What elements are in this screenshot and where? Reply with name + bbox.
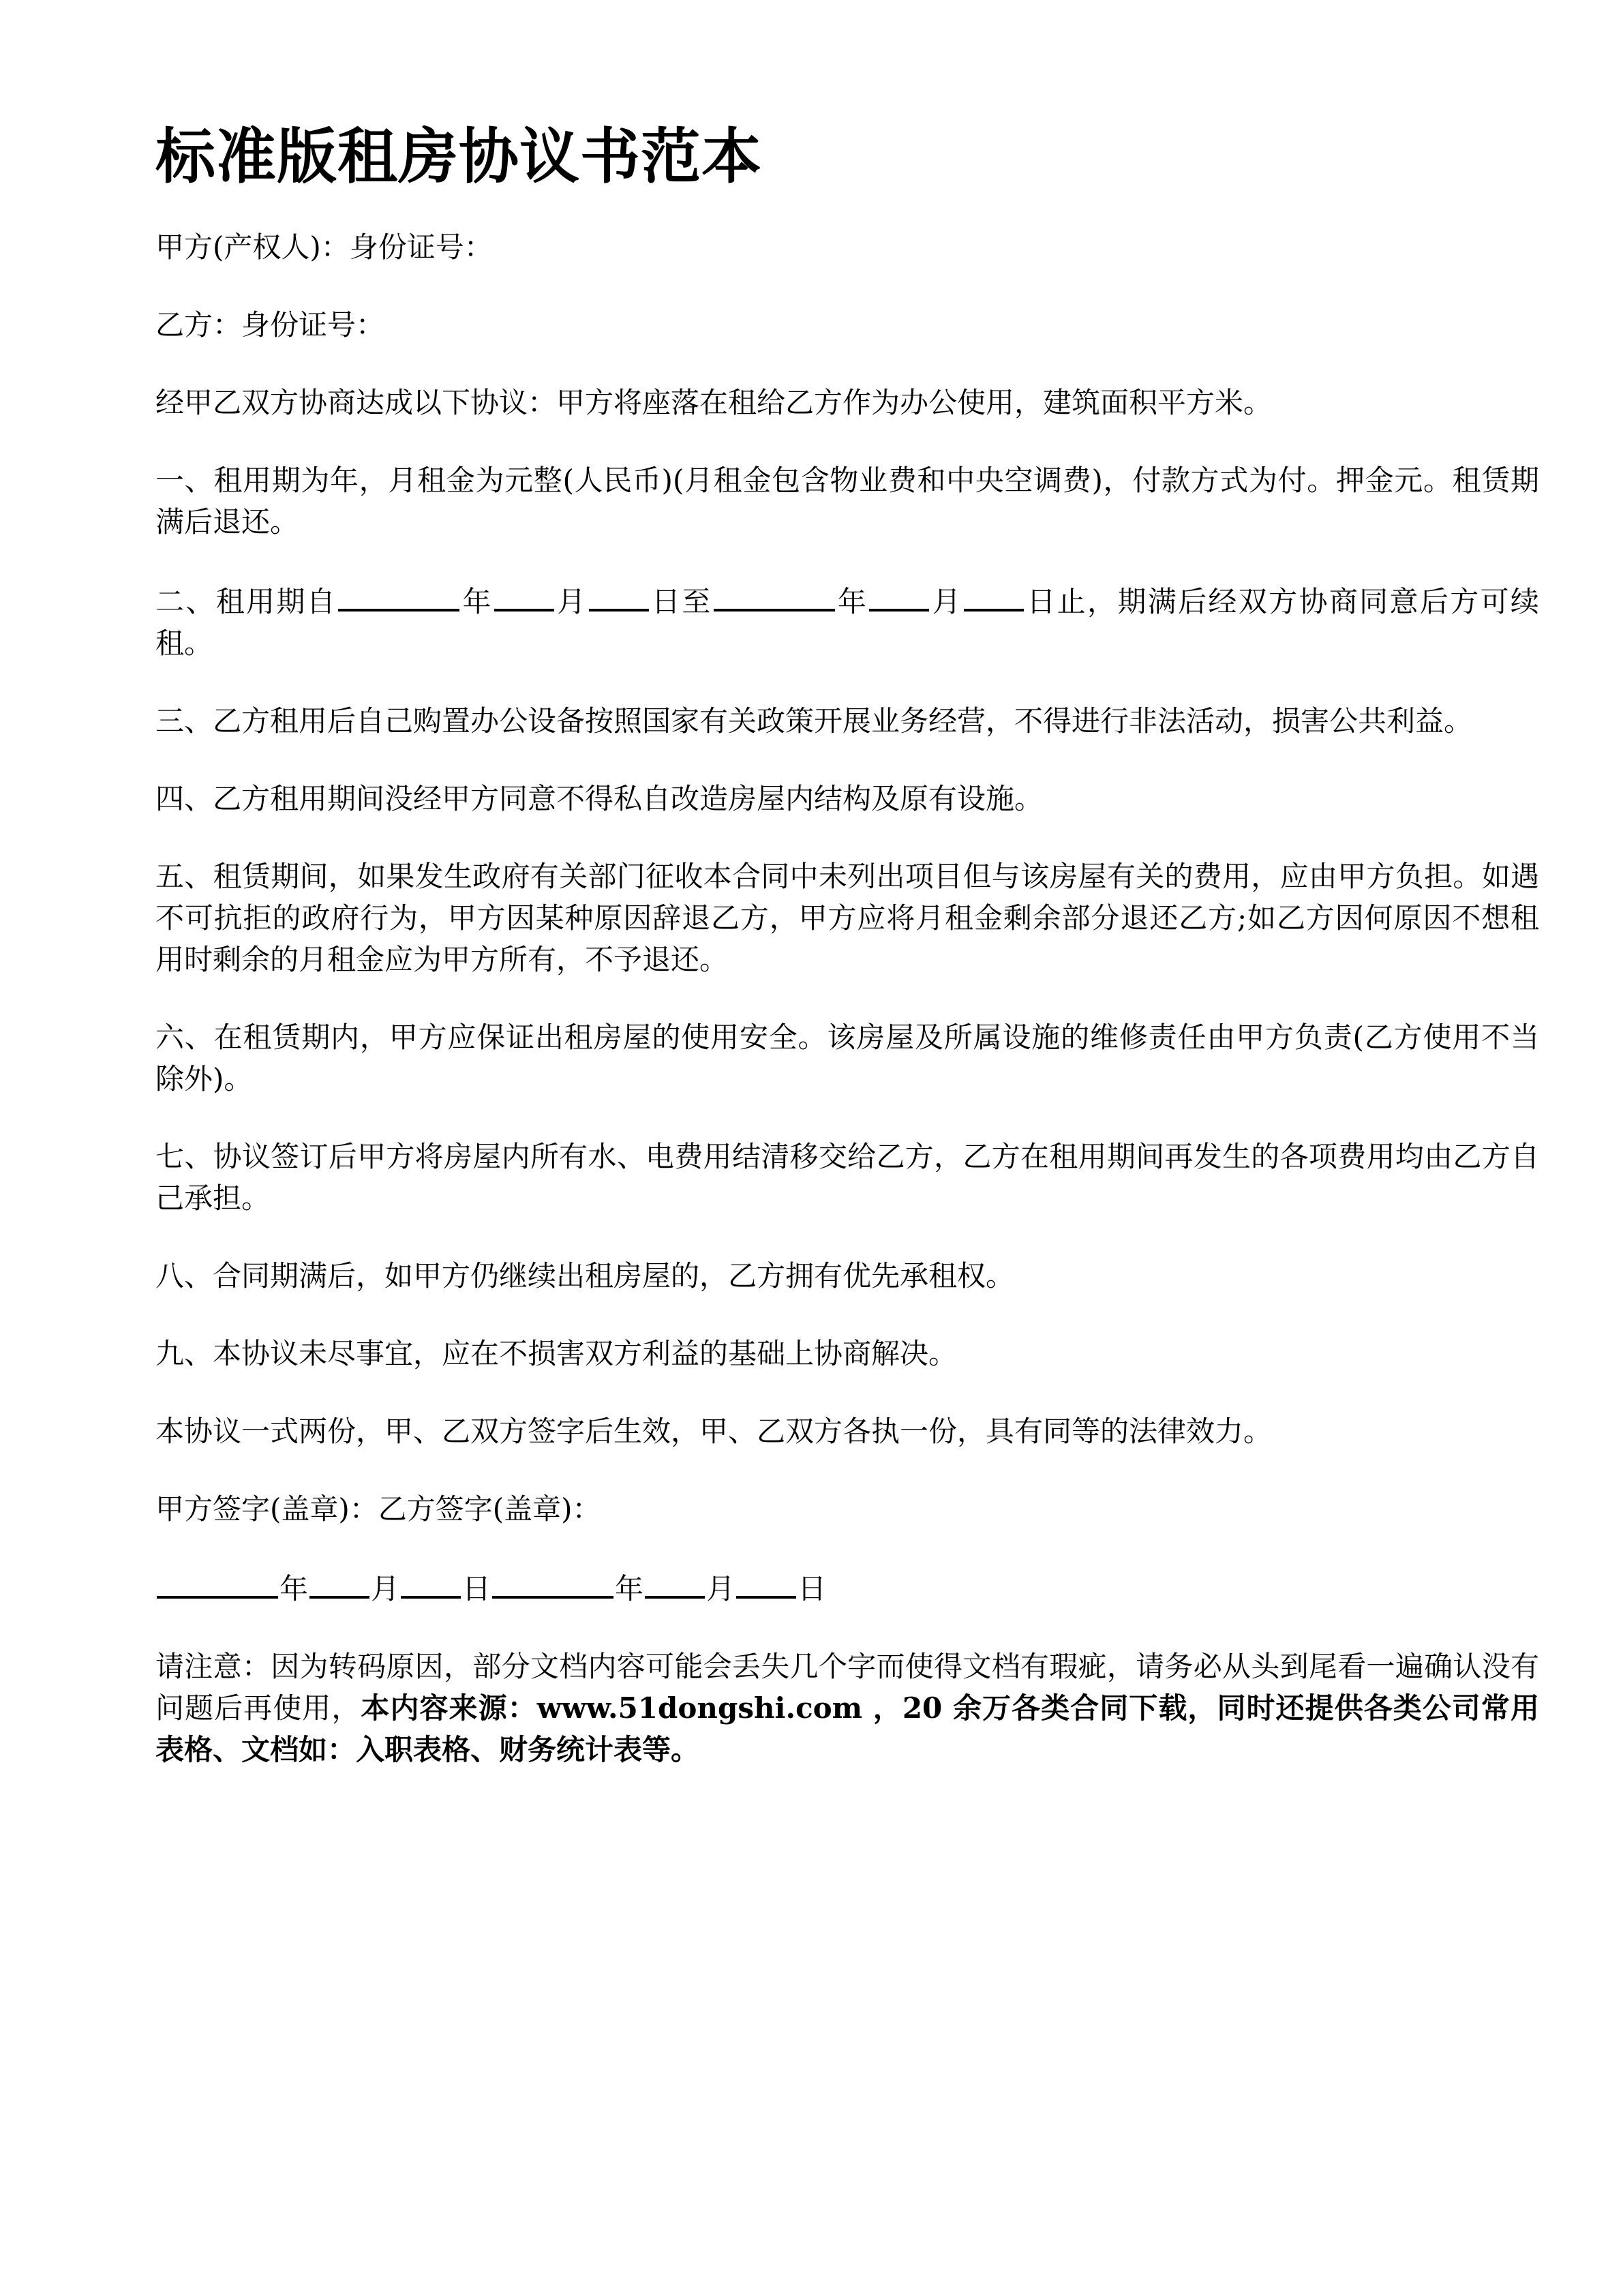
clause-9: 九、本协议未尽事宜，应在不损害双方利益的基础上协商解决。 [155,1337,958,1370]
intro-paragraph: 经甲乙双方协商达成以下协议：甲方将座落在租给乙方作为办公使用，建筑面积平方米。 [155,386,1273,419]
clause-7: 七、协议签订后甲方将房屋内所有水、电费用结清移交给乙方，乙方在租用期间再发生的各项费用均由乙方自己承担。 [155,1140,1539,1215]
notice-source-text: 本内容来源：www.51dongshi.com ，20 余万各类合同下载，同时还提供各类公司常用表格、文档如：入职表格、财务统计表等。 [155,1691,1539,1766]
date-day-label-a: 日 [462,1572,491,1605]
date-month-label-b: 月 [706,1572,735,1605]
document-page [155,116,1539,1807]
clause-2-prefix: 二、租用期自 [155,585,337,618]
date-day-label-b: 日 [798,1572,827,1605]
date-year-label-a: 年 [279,1572,309,1605]
clause-2 [155,579,1539,664]
clause-5: 五、租赁期间，如果发生政府有关部门征收本合同中未列出项目但与该房屋有关的费用，应由甲方负担。如遇不可抗拒的政府行为，甲方因某种原因辞退乙方，甲方应将月租金剩余部分退还乙方;如乙方因何原因不想租用时剩余的月租金应为甲方所有，不予退还。 [155,860,1539,976]
blank-sign-day-b [736,1566,796,1599]
clause-2-day-to-label: 日至 [650,585,712,618]
blank-sign-year-b [492,1566,613,1599]
clause-1: 一、租用期为年，月租金为元整(人民币)(月租金包含物业费和中央空调费)，付款方式为付。押金元。租赁期满后退还。 [155,464,1539,539]
clause-2-month-label: 月 [555,585,588,618]
document-title: 标准版租房协议书范本 [155,121,763,192]
clause-2-day-end-text: 日止，期满后经双方协商同意后方可续租。 [155,585,1539,660]
blank-end-year [714,579,835,611]
blank-sign-year-a [157,1566,278,1599]
clause-2-year-label: 年 [461,585,493,618]
blank-end-month [869,579,929,611]
blank-sign-month-b [645,1566,705,1599]
date-line [155,1566,1539,1610]
party-a-line: 甲方(产权人)：身份证号： [155,230,493,264]
blank-sign-month-a [309,1566,369,1599]
clause-3: 三、乙方租用后自己购置办公设备按照国家有关政策开展业务经营，不得进行非法活动，损害公共利益。 [155,704,1473,738]
notice-text: 请注意：因为转码原因，部分文档内容可能会丢失几个字而使得文档有瑕疵，请务必从头到尾看一遍确认没有问题后再使用， [155,1650,1539,1725]
clause-8: 八、合同期满后，如甲方仍继续出租房屋的，乙方拥有优先承租权。 [155,1259,1015,1293]
clause-4: 四、乙方租用期间没经甲方同意不得私自改造房屋内结构及原有设施。 [155,782,1044,815]
blank-end-day [964,579,1024,611]
copies-paragraph: 本协议一式两份，甲、乙双方签字后生效，甲、乙双方各执一份，具有同等的法律效力。 [155,1415,1273,1448]
date-month-label-a: 月 [371,1572,400,1605]
signatures-line: 甲方签字(盖章)：乙方签字(盖章)： [155,1492,601,1526]
notice-paragraph [155,1646,1539,1770]
blank-start-day [589,579,649,611]
clause-2-end-month-label: 月 [930,585,962,618]
blank-sign-day-a [401,1566,461,1599]
clause-2-end-year-label: 年 [836,585,868,618]
party-b-line: 乙方：身份证号： [155,308,385,342]
date-year-label-b: 年 [615,1572,644,1605]
clause-6: 六、在租赁期内，甲方应保证出租房屋的使用安全。该房屋及所属设施的维修责任由甲方负责(乙方使用不当除外)。 [155,1021,1539,1096]
blank-start-month [494,579,554,611]
blank-start-year [338,579,459,611]
